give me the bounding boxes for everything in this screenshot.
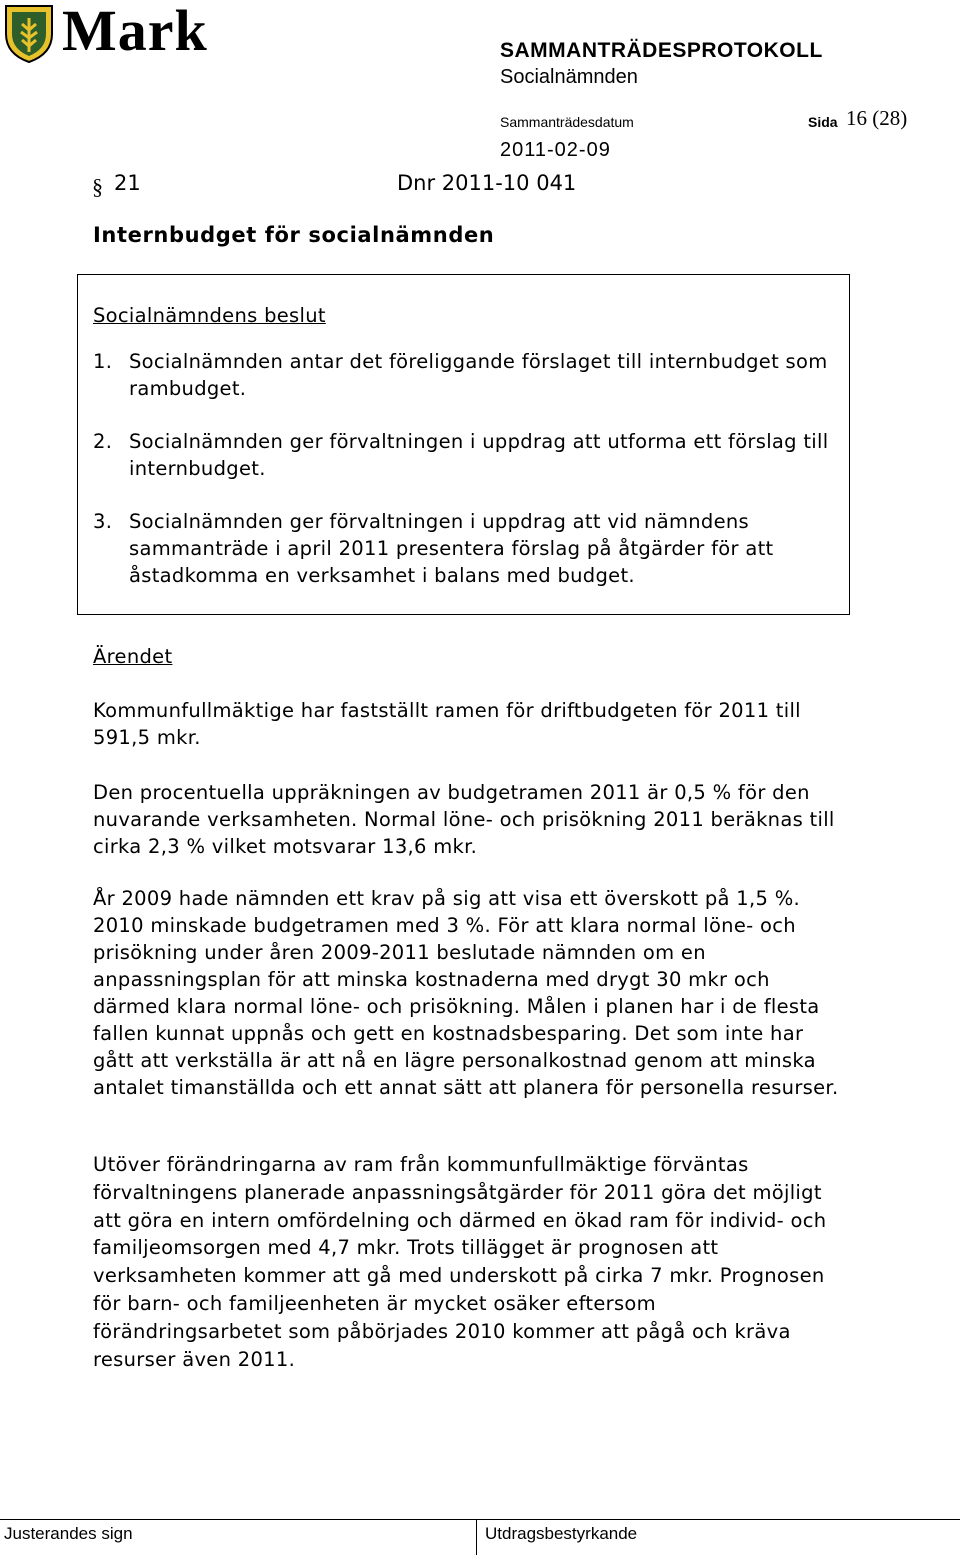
meeting-date: 2011-02-09	[500, 139, 611, 161]
paragraph-number: 21	[114, 171, 141, 195]
decision-title: Socialnämndens beslut	[93, 304, 326, 327]
decision-item-text: Socialnämnden ger förvaltningen i uppdrag att vid nämndens sammanträde i april 2011 presentera förslag på åtgärder för att åstadkomma en verksamhet i balans med budget.	[129, 510, 774, 587]
decision-item-number: 3.	[93, 510, 113, 533]
logo-wordmark: Mark	[62, 0, 208, 63]
section-sign-icon: §	[92, 174, 103, 199]
organization-name: Socialnämnden	[500, 66, 638, 88]
page-label: Sida	[808, 114, 838, 130]
footer-column-divider	[476, 1519, 477, 1555]
body-paragraph: Utöver förändringarna av ram från kommunfullmäktige förväntas förvaltningens planerade anpassningsåtgärder för 2011 göra det möjligt att göra en intern omfördelning och därmed en ökad ram för individ- och familjeomsorgen med 4,7 mkr. Trots tillägget är prognosen att verksamheten kommer att gå med underskott på cirka 7 mkr. Prognosen för barn- och familjeenheten är mycket osäker eftersom förändringsarbetet som påbörjades 2010 kommer att pågå och kräva resurser även 2011.	[93, 1153, 827, 1371]
footer-signature-label: Justerandes sign	[4, 1524, 133, 1543]
page-title: Internbudget för socialnämnden	[93, 223, 495, 247]
section-title: Ärendet	[93, 645, 173, 668]
footer-certification-label: Utdragsbestyrkande	[485, 1524, 638, 1543]
diary-number: Dnr 2011-10 041	[397, 171, 577, 195]
body-paragraph: Den procentuella uppräkningen av budgetramen 2011 är 0,5 % för den nuvarande verksamheten. Normal löne- och prisökning 2011 beräknas till cirka 2,3 % vilket motsvarar 13,6 mkr.	[93, 781, 835, 858]
meeting-date-label: Sammanträdesdatum	[500, 114, 634, 130]
footer-divider-line	[0, 1519, 960, 1520]
decision-item-number: 2.	[93, 430, 113, 453]
decision-item-text: Socialnämnden ger förvaltningen i uppdrag att utforma ett förslag till internbudget.	[129, 430, 829, 480]
decision-item-number: 1.	[93, 350, 113, 373]
municipality-emblem-icon	[4, 4, 54, 64]
body-paragraph: År 2009 hade nämnden ett krav på sig att visa ett överskott på 1,5 %. 2010 minskade budgetramen med 3 %. För att klara normal löne- och prisökning under åren 2009-2011 beslutade nämnden om en anpassningsplan för att minska kostnaderna med drygt 30 mkr och därmed klara normal löne- och prisökning. Målen i planen har i de flesta fallen kunnat uppnås och gett en kostnadsbesparing. Det som inte har gått att verkställa är att nå en lägre personalkostnad genom att minska antalet timanställda och ett annat sätt att planera för personella resurser.	[93, 887, 839, 1099]
page-number: 16 (28)	[846, 106, 908, 130]
body-paragraph: Kommunfullmäktige har fastställt ramen för driftbudgeten för 2011 till 591,5 mkr.	[93, 699, 801, 749]
decision-item-text: Socialnämnden antar det föreliggande förslaget till internbudget som rambudget.	[129, 350, 828, 400]
document-type-title: SAMMANTRÄDESPROTOKOLL	[500, 39, 823, 62]
